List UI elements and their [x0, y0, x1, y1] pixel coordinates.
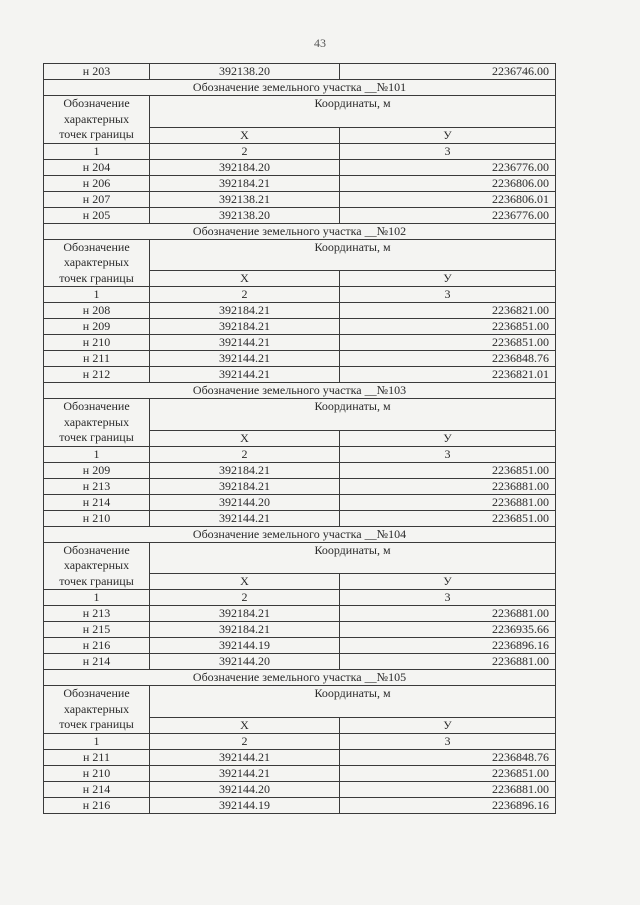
- table-row: [44, 175, 556, 191]
- column-number: 1: [44, 446, 150, 462]
- point-label-line: точек границы: [59, 430, 134, 444]
- point-id: н 213: [44, 478, 150, 494]
- coord-y: 2236851.00: [340, 335, 556, 351]
- column-number: 3: [340, 446, 556, 462]
- plot-title-row: [44, 670, 556, 686]
- coordinates-header: Координаты, м: [150, 239, 556, 271]
- plot-title-row: [44, 80, 556, 96]
- point-label-line: точек границы: [59, 127, 134, 141]
- coord-x: 392184.21: [150, 303, 340, 319]
- point-id: н 214: [44, 654, 150, 670]
- table-row: [44, 351, 556, 367]
- coord-x: 392144.20: [150, 654, 340, 670]
- point-label-line: Обозначение: [63, 239, 130, 254]
- table-row: [44, 765, 556, 781]
- table-row: [44, 462, 556, 478]
- table-row: [44, 494, 556, 510]
- column-number: 2: [150, 590, 340, 606]
- point-label-header: [44, 542, 150, 590]
- coord-y: 2236881.00: [340, 606, 556, 622]
- x-column-header: X: [150, 574, 340, 590]
- page-number: 43: [314, 36, 326, 50]
- coord-y: 2236881.00: [340, 781, 556, 797]
- y-column-header: У: [340, 271, 556, 287]
- point-id: н 210: [44, 765, 150, 781]
- coord-x: 392184.21: [150, 478, 340, 494]
- point-id: н 215: [44, 622, 150, 638]
- coordinates-header: Координаты, м: [150, 96, 556, 128]
- coord-y: 2236851.00: [340, 462, 556, 478]
- coord-y: 2236776.00: [340, 207, 556, 223]
- coord-y: 2236806.00: [340, 175, 556, 191]
- table-row: [44, 191, 556, 207]
- coordinates-table-body: [44, 64, 556, 814]
- plot-title: Обозначение земельного участка __№101: [44, 80, 556, 96]
- coord-x: 392184.21: [150, 622, 340, 638]
- coord-x: 392184.21: [150, 606, 340, 622]
- table-row: [44, 797, 556, 813]
- coord-y: 2236746.00: [340, 64, 556, 80]
- column-number-row: [44, 143, 556, 159]
- table-row: [44, 367, 556, 383]
- column-number: 2: [150, 446, 340, 462]
- coord-y: 2236881.00: [340, 494, 556, 510]
- x-column-header: X: [150, 717, 340, 733]
- table-row: [44, 335, 556, 351]
- coord-y: 2236848.76: [340, 749, 556, 765]
- y-column-header: У: [340, 574, 556, 590]
- table-row: [44, 510, 556, 526]
- table-row: [44, 319, 556, 335]
- x-column-header: X: [150, 271, 340, 287]
- table-row: [44, 781, 556, 797]
- column-number-row: [44, 733, 556, 749]
- point-label-line: Обозначение: [63, 686, 130, 700]
- point-label-line: Обозначение: [63, 399, 130, 413]
- coord-y: 2236935.66: [340, 622, 556, 638]
- column-number: 1: [44, 143, 150, 159]
- point-id: н 208: [44, 303, 150, 319]
- point-label-line: характерных: [63, 701, 130, 716]
- table-row: [44, 749, 556, 765]
- point-label-line: точек границы: [59, 270, 134, 285]
- point-id: н 207: [44, 191, 150, 207]
- point-id: н 209: [44, 462, 150, 478]
- coord-x: 392184.20: [150, 159, 340, 175]
- coord-x: 392144.20: [150, 494, 340, 510]
- plot-title: Обозначение земельного участка __№105: [44, 670, 556, 686]
- coord-x: 392184.21: [150, 319, 340, 335]
- coord-y: 2236821.00: [340, 303, 556, 319]
- point-id: н 214: [44, 494, 150, 510]
- coord-x: 392184.21: [150, 462, 340, 478]
- column-number-row: [44, 590, 556, 606]
- coord-x: 392184.21: [150, 175, 340, 191]
- column-number: 3: [340, 733, 556, 749]
- point-id: н 210: [44, 510, 150, 526]
- coord-x: 392144.21: [150, 367, 340, 383]
- table-row: [44, 159, 556, 175]
- table-row: [44, 303, 556, 319]
- point-label-header: [44, 686, 150, 734]
- coord-y: 2236881.00: [340, 654, 556, 670]
- table-row: [44, 64, 556, 80]
- point-label-line: характерных: [63, 111, 130, 126]
- coord-y: 2236806.01: [340, 191, 556, 207]
- point-id: н 211: [44, 351, 150, 367]
- point-id: н 206: [44, 175, 150, 191]
- coord-x: 392144.21: [150, 351, 340, 367]
- coord-y: 2236848.76: [340, 351, 556, 367]
- column-number: 1: [44, 287, 150, 303]
- column-number: 3: [340, 590, 556, 606]
- column-number: 2: [150, 143, 340, 159]
- coord-x: 392144.19: [150, 638, 340, 654]
- coord-x: 392138.21: [150, 191, 340, 207]
- plot-title: Обозначение земельного участка __№102: [44, 223, 556, 239]
- point-id: н 210: [44, 335, 150, 351]
- x-column-header: X: [150, 430, 340, 446]
- y-column-header: У: [340, 430, 556, 446]
- x-column-header: X: [150, 127, 340, 143]
- column-number-row: [44, 446, 556, 462]
- coord-y: 2236851.00: [340, 510, 556, 526]
- column-number: 3: [340, 287, 556, 303]
- y-column-header: У: [340, 127, 556, 143]
- column-number-row: [44, 287, 556, 303]
- coord-y: 2236851.00: [340, 319, 556, 335]
- plot-title-row: [44, 383, 556, 399]
- point-label-line: точек границы: [59, 717, 134, 731]
- point-id: н 213: [44, 606, 150, 622]
- plot-title: Обозначение земельного участка __№104: [44, 526, 556, 542]
- table-row: [44, 478, 556, 494]
- plot-title-row: [44, 526, 556, 542]
- plot-title: Обозначение земельного участка __№103: [44, 383, 556, 399]
- point-id: н 214: [44, 781, 150, 797]
- table-row: [44, 654, 556, 670]
- point-label-line: Обозначение: [63, 96, 130, 110]
- point-id: н 203: [44, 64, 150, 80]
- coord-x: 392144.21: [150, 510, 340, 526]
- coordinates-table: [43, 63, 556, 814]
- y-column-header: У: [340, 717, 556, 733]
- point-id: н 204: [44, 159, 150, 175]
- coord-x: 392144.19: [150, 797, 340, 813]
- point-label-header: [44, 239, 150, 287]
- coordinates-header: Координаты, м: [150, 686, 556, 718]
- column-number: 3: [340, 143, 556, 159]
- point-label-line: характерных: [63, 255, 130, 269]
- coord-y: 2236896.16: [340, 797, 556, 813]
- coord-y: 2236896.16: [340, 638, 556, 654]
- point-id: н 212: [44, 367, 150, 383]
- coord-x: 392144.21: [150, 749, 340, 765]
- coord-y: 2236776.00: [340, 159, 556, 175]
- coord-x: 392138.20: [150, 207, 340, 223]
- column-number: 1: [44, 733, 150, 749]
- point-id: н 211: [44, 749, 150, 765]
- column-number: 2: [150, 733, 340, 749]
- coord-x: 392144.21: [150, 335, 340, 351]
- coord-x: 392144.21: [150, 765, 340, 781]
- point-id: н 216: [44, 797, 150, 813]
- point-id: н 216: [44, 638, 150, 654]
- point-label-header: [44, 399, 150, 447]
- table-row: [44, 638, 556, 654]
- coordinates-header: Координаты, м: [150, 399, 556, 431]
- point-id: н 205: [44, 207, 150, 223]
- table-row: [44, 622, 556, 638]
- coordinates-header: Координаты, м: [150, 542, 556, 574]
- point-id: н 209: [44, 319, 150, 335]
- point-label-line: характерных: [63, 414, 130, 429]
- coord-y: 2236851.00: [340, 765, 556, 781]
- point-label-line: точек границы: [59, 573, 134, 588]
- coord-x: 392144.20: [150, 781, 340, 797]
- point-label-line: Обозначение: [63, 542, 130, 557]
- coord-y: 2236821.01: [340, 367, 556, 383]
- point-label-line: характерных: [63, 558, 130, 572]
- plot-title-row: [44, 223, 556, 239]
- column-number: 2: [150, 287, 340, 303]
- table-row: [44, 207, 556, 223]
- point-label-header: [44, 96, 150, 144]
- coord-y: 2236881.00: [340, 478, 556, 494]
- coord-x: 392138.20: [150, 64, 340, 80]
- table-row: [44, 606, 556, 622]
- column-number: 1: [44, 590, 150, 606]
